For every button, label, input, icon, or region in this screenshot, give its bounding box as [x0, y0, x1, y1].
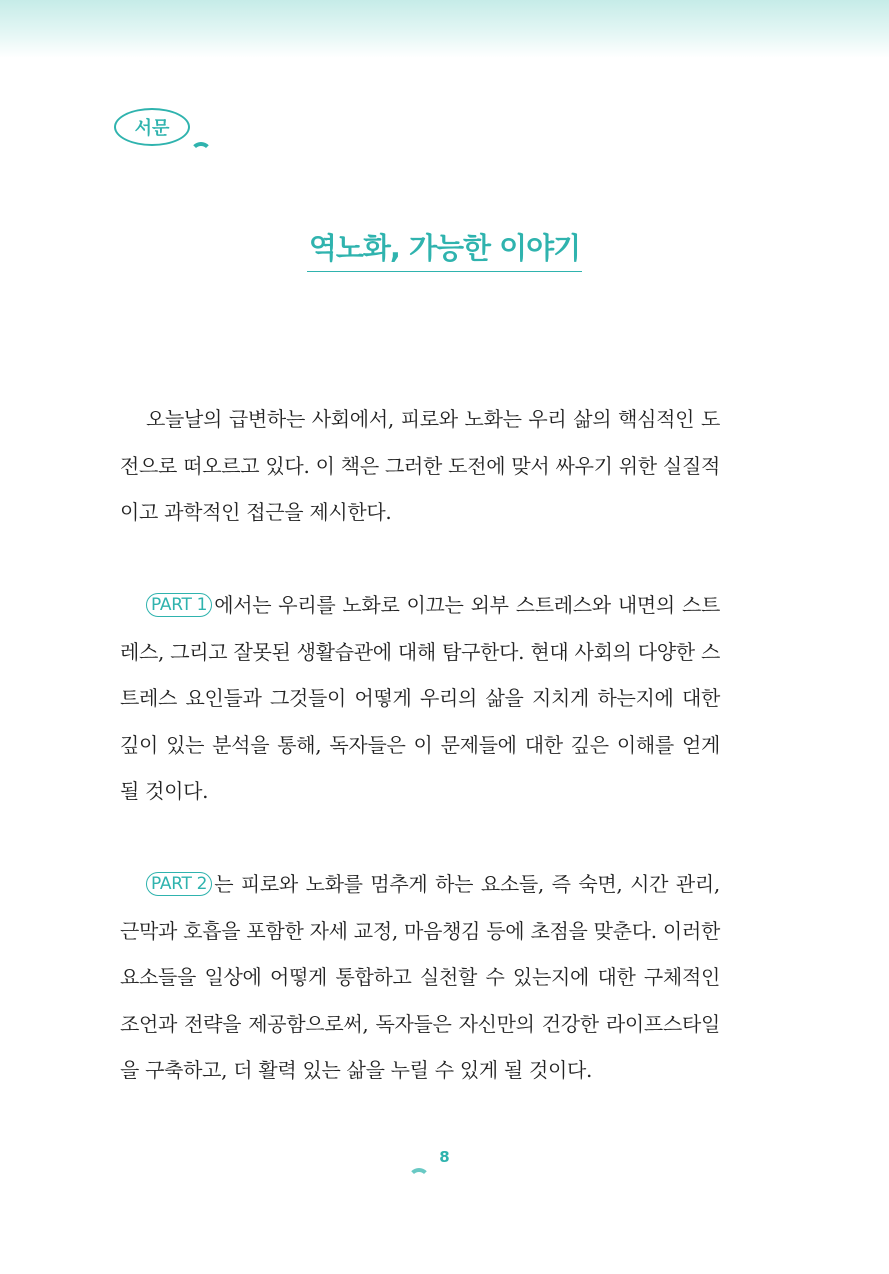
paragraph-part2: [120, 861, 720, 1094]
paragraph-intro: [120, 396, 720, 536]
section-arc-decoration: [190, 142, 212, 164]
paragraph-text: 오늘날의 급변하는 사회에서, 피로와 노화는 우리 삶의 핵심적인 도전으로 떠오르고 있다. 이 책은 그러한 도전에 맞서 싸우기 위한 실질적이고 과학적인 접근을 제시한다.: [120, 407, 720, 524]
chapter-title-text: 역노화, 가능한 이야기: [307, 226, 582, 272]
section-label-badge: [114, 108, 190, 146]
part-2-tag: PART 2: [146, 872, 212, 896]
paragraph-text: 에서는 우리를 노화로 이끄는 외부 스트레스와 내면의 스트레스, 그리고 잘못된 생활습관에 대해 탐구한다. 현대 사회의 다양한 스트레스 요인들과 그것들이 어떻게 우리의 삶을 지치게 하는지에 대한 깊이 있는 분석을 통해, 독자들은 이 문제들에 대한 깊은 이해를 얻게 될 것이다.: [120, 593, 720, 803]
page-number: 8: [439, 1148, 450, 1166]
page-number-arc-decoration: [408, 1168, 430, 1190]
chapter-title: [0, 226, 889, 272]
part-1-tag: PART 1: [146, 593, 212, 617]
section-label-text: 서문: [134, 118, 170, 139]
top-decorative-band: [0, 0, 889, 58]
paragraph-text: 는 피로와 노화를 멈추게 하는 요소들, 즉 숙면, 시간 관리, 근막과 호흡을 포함한 자세 교정, 마음챙김 등에 초점을 맞춘다. 이러한 요소들을 일상에 어떻게 통합하고 실천할 수 있는지에 대한 구체적인 조언과 전략을 제공함으로써, 독자들은 자신만의 건강한 라이프스타일을 구축하고, 더 활력 있는 삶을 누릴 수 있게 될 것이다.: [120, 872, 720, 1082]
paragraph-part1: [120, 582, 720, 815]
body-text: [120, 396, 720, 1140]
